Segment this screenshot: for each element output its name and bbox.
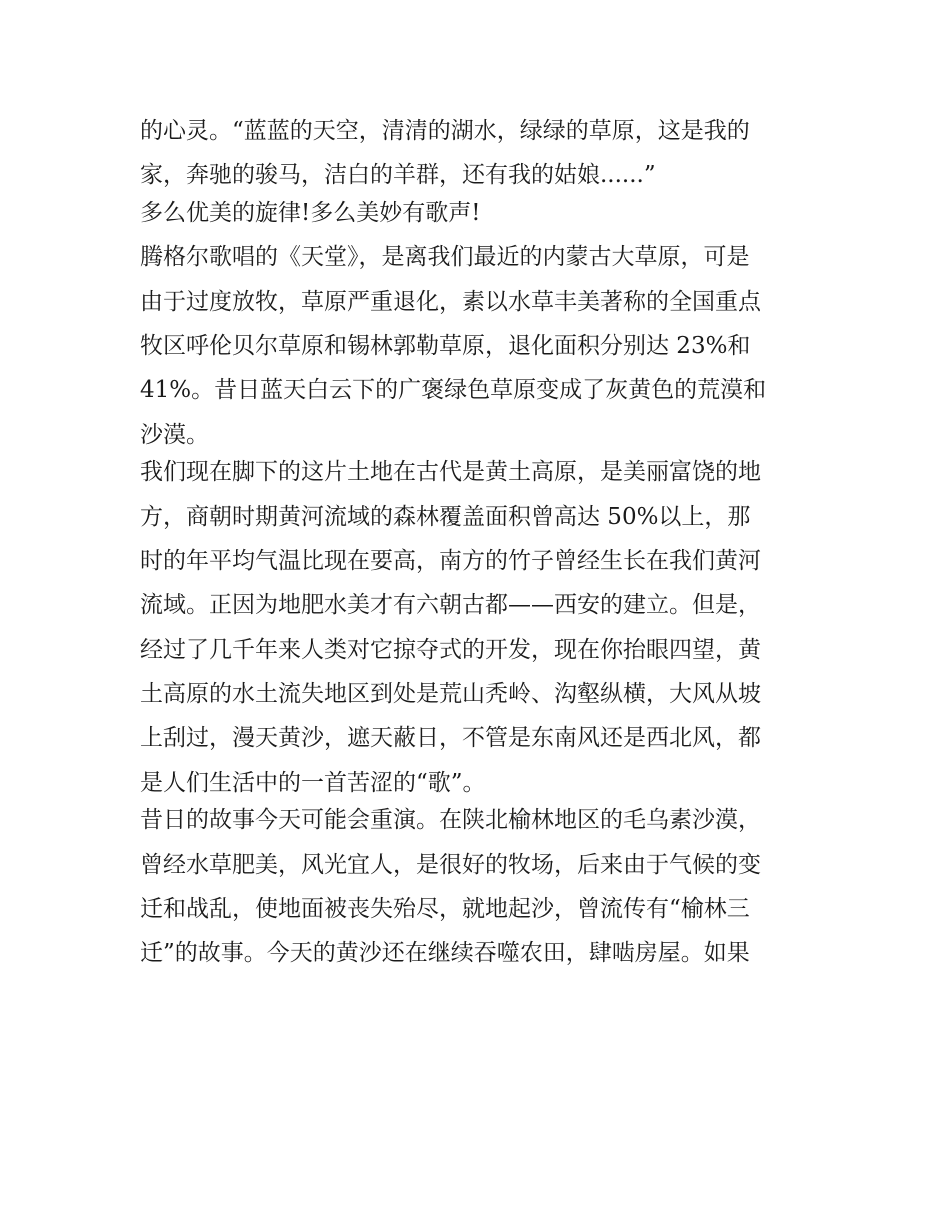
text-line: 昔日的故事今天可能会重演。在陕北榆林地区的毛乌素沙漠， [140, 807, 761, 834]
text-line: 流域。正因为地肥水美才有六朝古都——西安的建立。但是， [140, 592, 761, 619]
text-line: 曾经水草肥美，风光宜人，是很好的牧场，后来由于气候的变 [140, 851, 761, 878]
text-line: 土高原的水土流失地区到处是荒山秃岭、沟壑纵横，大风从坡 [140, 681, 761, 708]
text-line: 方，商朝时期黄河流域的森林覆盖面积曾高达 50%以上，那 [140, 503, 751, 530]
text-line: 沙漠。 [140, 421, 209, 448]
text-line: 由于过度放牧，草原严重退化，素以水草丰美著称的全国重点 [140, 288, 761, 315]
text-line: 上刮过，漫天黄沙，遮天蔽日，不管是东南风还是西北风，都 [140, 725, 761, 752]
text-line: 我们现在脚下的这片土地在古代是黄土高原，是美丽富饶的地 [140, 459, 761, 486]
paragraph-mu-us-desert [140, 798, 820, 976]
text-line: 多么优美的旋律!多么美妙有歌声! [140, 199, 481, 226]
text-line: 迁和战乱，使地面被丧失殆尽，就地起沙，曾流传有“榆林三 [140, 896, 750, 923]
text-line: 41%。昔日蓝天白云下的广褒绿色草原变成了灰黄色的荒漠和 [140, 377, 767, 404]
paragraph-loess-plateau [140, 450, 820, 805]
document-body [140, 109, 820, 976]
text-line: 时的年平均气温比现在要高，南方的竹子曾经生长在我们黄河 [140, 547, 761, 574]
paragraph-melody [140, 191, 820, 235]
text-line: 牧区呼伦贝尔草原和锡林郭勒草原，退化面积分别达 23%和 [140, 332, 751, 359]
paragraph-song-lyrics [140, 109, 820, 198]
text-line: 迁”的故事。今天的黄沙还在继续吞噬农田，肆啮房屋。如果 [140, 940, 750, 967]
text-line: 是人们生活中的一首苦涩的“歌”。 [140, 769, 486, 796]
text-line: 腾格尔歌唱的《天堂》，是离我们最近的内蒙古大草原，可是 [140, 244, 750, 271]
paragraph-grassland [140, 235, 820, 457]
text-line: 的心灵。“蓝蓝的天空，清清的湖水，绿绿的草原，这是我的 [140, 118, 750, 144]
text-line: 家，奔驰的骏马，洁白的羊群，还有我的姑娘......” [140, 162, 656, 189]
text-line: 经过了几千年来人类对它掠夺式的开发，现在你抬眼四望，黄 [140, 636, 761, 663]
